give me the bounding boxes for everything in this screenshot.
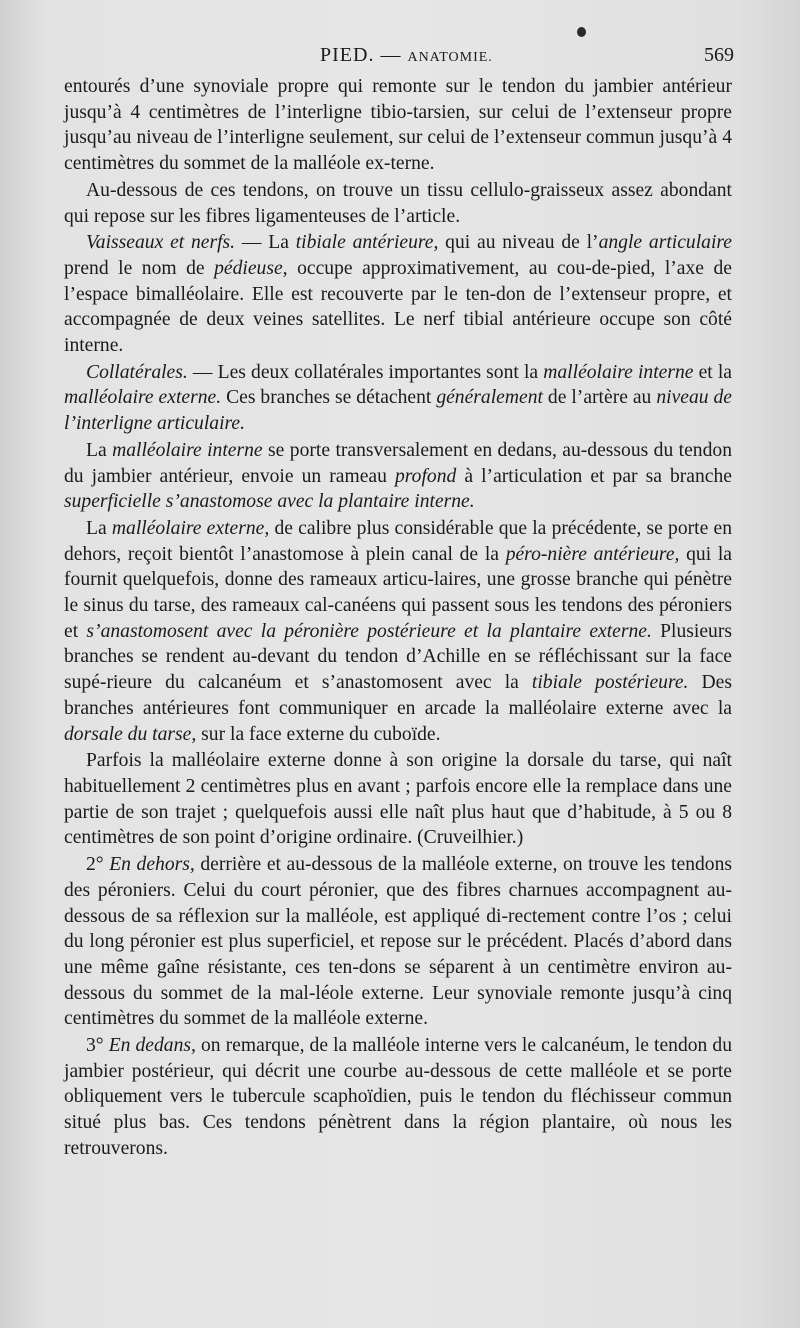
italic-text: En dedans, <box>108 1035 196 1057</box>
text-run: La <box>86 439 113 461</box>
italic-text: malléolaire externe, <box>111 517 270 539</box>
text-run: Ces branches se détachent <box>221 387 437 409</box>
italic-text: angle articulaire <box>598 232 732 254</box>
italic-text: tibiale postérieure. <box>531 672 689 694</box>
text-run: on remarque, de la malléole interne vers le calcanéum, le tendon du jambier postérieur, qui décrit une courbe au-dessous de cette malléole et se porte obliquement vers le tubercule scaphoïdien, puis le tendon du fléchisseur commun situé plus bas. Ces tendons pénètrent dans la région plantaire, où nous les retrouverons. <box>64 1035 733 1159</box>
text-run: Au-dessous de ces tendons, on trouve un tissu cellulo-graisseux assez abondant qui repose sur les fibres ligamenteuses de l’article. <box>64 179 732 227</box>
text-run: Parfois la malléolaire externe donne à son origine la dorsale du tarse, qui naît habituellement 2 centimètres plus en avant ; parfois encore elle la remplace dans une partie de son trajet ; quelquefois aussi elle naît plus haut que d’habitude, à 5 ou 8 centimètres de son point d’origine ordinaire. (Cruveilhier.) <box>64 750 732 849</box>
text-run: qui au niveau de l’ <box>438 232 599 254</box>
paragraph <box>64 438 732 515</box>
paragraph <box>64 1033 732 1162</box>
text-run: prend le nom de <box>64 257 215 279</box>
italic-text: En dehors, <box>109 854 195 876</box>
italic-text: pédieuse, <box>214 257 288 279</box>
italic-text: Vaisseaux et nerfs. <box>86 232 236 254</box>
text-run: Des branches antérieures font communiquer en arcade la malléolaire externe avec la <box>64 672 732 719</box>
italic-text: malléolaire interne <box>112 439 263 461</box>
running-head-subtitle: ANATOMIE. <box>407 50 493 65</box>
text-run: qui la fournit quelquefois, donne des rameaux articu-laires, une grosse branche qui pénètre le sinus du tarse, des rameaux cal-canéens qui passent sous les tendons des péroniers et <box>64 543 732 642</box>
text-run: entourés d’une synoviale propre qui remonte sur le tendon du jambier antérieur jusqu’à 4 centimètres de l’interligne tibio-tarsien, sur celui de l’extenseur propre jusqu’au niveau de l’interligne seulement, sur celui de l’extenseur commun jusqu’à 4 centimètres du sommet de la malléole ex-terne. <box>64 76 732 175</box>
text-run: 2° <box>86 854 110 876</box>
text-run: — Les deux collatérales importantes sont la <box>187 361 544 383</box>
italic-text: superficielle s’anastomose avec la plantaire interne. <box>64 491 475 513</box>
body-text <box>64 74 732 1162</box>
italic-text: malléolaire externe. <box>64 387 222 409</box>
text-run: à l’articulation et par sa branche <box>456 465 732 487</box>
text-run: occupe approximativement, au cou-de-pied, l’axe de l’espace bimalléolaire. Elle est recouverte par le ten-don de l’extenseur propre, et accompagnée de deux veines satellites. Le nerf tibial antérieure occupe son côté interne. <box>64 257 732 357</box>
italic-text: Collatérales. <box>86 361 188 383</box>
text-run: et la <box>693 361 732 383</box>
italic-text: généralement <box>436 387 543 409</box>
text-run: — La <box>235 232 296 254</box>
text-run: sur la face externe du cuboïde. <box>196 723 441 745</box>
text-run: La <box>86 517 112 539</box>
paragraph <box>64 516 732 747</box>
italic-text: malléolaire interne <box>543 361 694 383</box>
text-run: se porte transversalement en dedans, au-dessous du tendon du jambier antérieur, envoie un rameau <box>64 439 732 487</box>
running-head-title: PIED. <box>320 44 375 66</box>
text-run: de l’artère au <box>542 387 657 409</box>
text-run: Plusieurs branches se rendent au-devant du tendon d’Achille en se réfléchissant sur la face supé-rieure du calcanéum et s’anastomosent avec la <box>64 620 733 694</box>
paragraph <box>64 178 732 229</box>
paragraph <box>64 74 732 177</box>
running-head <box>320 44 493 67</box>
paragraph <box>64 230 732 359</box>
paragraph <box>64 852 732 1032</box>
paragraph <box>64 360 732 437</box>
italic-text: tibiale antérieure, <box>295 232 439 254</box>
text-run: de calibre plus considérable que la précédente, se porte en dehors, reçoit bientôt l’anastomose à plein canal de la <box>64 517 732 565</box>
paragraph <box>64 748 732 851</box>
italic-text: profond <box>394 465 457 487</box>
italic-text: s’anastomosent avec la péronière postérieure et la plantaire externe. <box>86 620 652 642</box>
italic-text: dorsale du tarse, <box>64 723 197 745</box>
running-head-dash: — <box>380 44 402 66</box>
ink-spot <box>577 27 586 37</box>
italic-text: péro-nière antérieure, <box>505 543 680 565</box>
page-number: 569 <box>704 44 734 66</box>
italic-text: niveau de l’interligne articulaire. <box>64 387 733 435</box>
page-header <box>60 44 734 70</box>
text-run: 3° <box>86 1035 109 1057</box>
text-run: derrière et au-dessous de la malléole externe, on trouve les tendons des péroniers. Celui du court péronier, que des fibres charnues accompagnent au-dessous de sa réflexion sur la malléole, est appliqué di-rectement contre l’os ; celui du long péronier est plus superficiel, et repose sur le précédent. Placés d’abord dans une même gaîne résistante, ces ten-dons se séparent à un centimètre environ au-dessous du sommet de la mal-léole externe. Leur synoviale remonte jusqu’à cinq centimètres du sommet de la malléole externe. <box>64 854 733 1030</box>
